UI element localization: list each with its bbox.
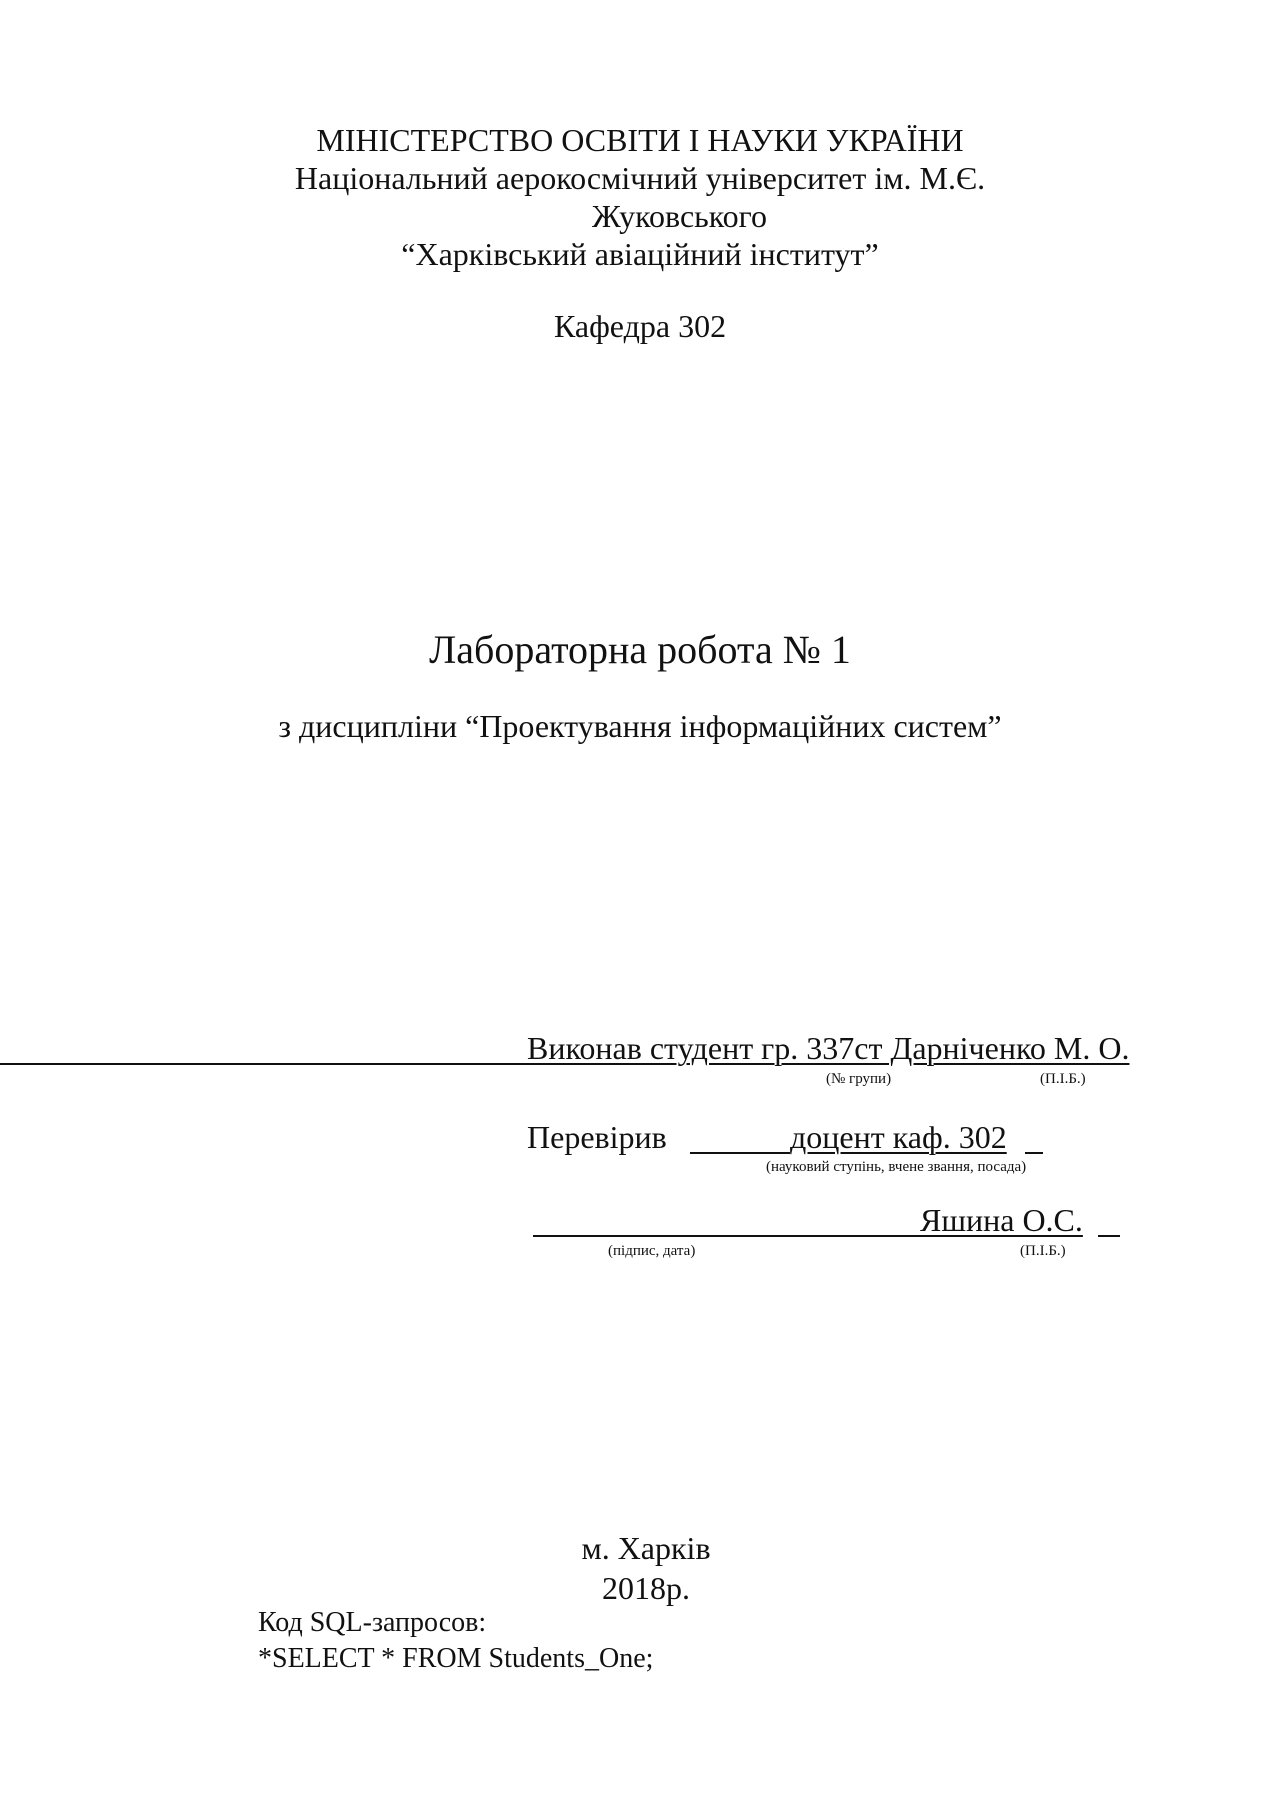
checked-by-label: Перевірив bbox=[527, 1119, 667, 1155]
name-hint: (П.І.Б.) bbox=[1040, 1071, 1086, 1087]
position-hint: (науковий ступінь, вчене звання, посада) bbox=[766, 1159, 1027, 1175]
checker-name: Яшина О.С. bbox=[920, 1202, 1083, 1238]
university-name-line1: Національний аерокосмічний університет ім. М.Є. bbox=[294, 160, 986, 196]
university-name-line2: Жуковського bbox=[592, 198, 767, 234]
ministry-title: МІНІСТЕРСТВО ОСВІТИ І НАУКИ УКРАЇНИ bbox=[316, 122, 964, 158]
performed-underline-left bbox=[0, 1063, 527, 1065]
lab-work-title: Лабораторна робота № 1 bbox=[429, 627, 851, 672]
signature-line bbox=[533, 1235, 920, 1237]
city: м. Харків bbox=[581, 1530, 711, 1566]
signature-underline-right bbox=[1098, 1235, 1120, 1237]
year: 2018р. bbox=[602, 1570, 690, 1606]
checked-underline-left bbox=[690, 1152, 790, 1154]
checked-underline-right bbox=[1025, 1152, 1043, 1154]
sql-label: Код SQL-запросов: bbox=[258, 1607, 487, 1638]
sql-query: *SELECT * FROM Students_One; bbox=[258, 1643, 654, 1674]
group-hint: (№ групи) bbox=[826, 1071, 892, 1087]
department: Кафедра 302 bbox=[553, 308, 727, 344]
checked-by-position: доцент каф. 302 bbox=[790, 1119, 1007, 1155]
performed-by-line: Виконав студент гр. 337ст Дарніченко М. О. bbox=[527, 1030, 1130, 1066]
discipline-subtitle: з дисципліни “Проектування інформаційних систем” bbox=[278, 708, 1002, 744]
signature-hint: (підпис, дата) bbox=[608, 1243, 696, 1259]
institute-name: “Харківський авіаційний інститут” bbox=[401, 236, 879, 272]
checker-name-hint: (П.І.Б.) bbox=[1020, 1243, 1066, 1259]
